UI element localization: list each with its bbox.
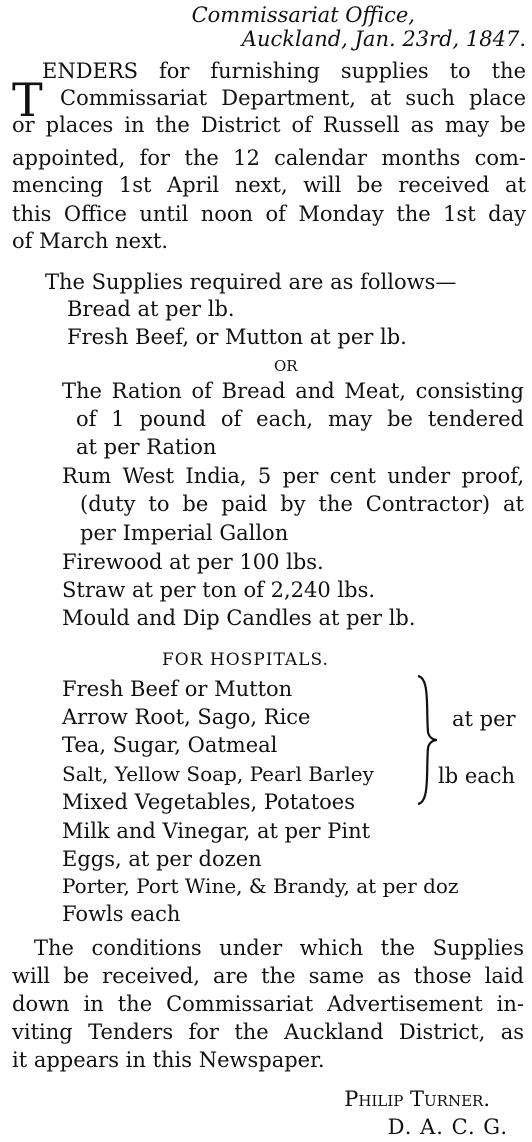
supply-item: Bread at per lb. [67,297,235,321]
hospital-item: Fowls each [62,902,181,926]
hospital-item: Salt, Yellow Soap, Pearl Barley [62,762,374,786]
signature-title: D. A. C. G. [387,1115,508,1139]
conditions-line-4: viting Tenders for the Auckland District, as [12,1020,524,1044]
intro-line-4: appointed, for the 12 calendar months com- [12,146,526,170]
intro-line-6: this Office until noon of Monday the 1st day [12,202,526,226]
supply-item: (duty to be paid by the Contractor) at [80,492,524,516]
supply-item: Mould and Dip Candles at per lb. [62,606,416,630]
supply-item: Firewood at per 100 lbs. [62,550,324,574]
hospital-item: Milk and Vinegar, at per Pint [62,819,371,843]
supply-item: The Ration of Bread and Meat, consisting [62,379,524,403]
intro-line-3: or places in the District of Russell as may be [12,113,526,137]
hospital-item: Arrow Root, Sago, Rice [62,705,311,729]
hospitals-heading: FOR HOSPITALS. [162,650,329,670]
intro-line-2: Commissariat Department, at such place [60,86,526,110]
brace-label-at-per: at per [452,707,516,731]
conditions-line-1: The conditions under which the Supplies [34,936,524,960]
hospital-item: Tea, Sugar, Oatmeal [62,733,278,757]
intro-line-1: ENDERS for furnishing supplies to the [42,59,526,83]
conditions-line-2: will be received, are the same as those laid [12,964,524,988]
hospital-item: Eggs, at per dozen [62,847,262,871]
right-brace-icon [414,670,440,810]
supply-item: per Imperial Gallon [80,521,289,545]
hospital-item: Mixed Vegetables, Potatoes [62,790,355,814]
conditions-line-5: it appears in this Newspaper. [12,1048,325,1072]
signature-name: Philip Turner. [344,1087,490,1111]
header-date: Auckland, Jan. 23rd, 1847. [241,27,526,51]
supply-item: Straw at per ton of 2,240 lbs. [62,578,376,602]
header-office: Commissariat Office, [191,3,415,27]
hospital-item: Porter, Port Wine, & Brandy, at per doz [62,874,459,898]
intro-line-7: of March next. [12,229,169,253]
brace-label-lb-each: lb each [438,764,516,788]
conditions-line-3: down in the Commissariat Advertisement in- [12,992,524,1016]
supply-item: of 1 pound of each, may be tendered [76,407,524,431]
supply-item-or: OR [274,357,298,375]
supply-item: Rum West India, 5 per cent under proof, [62,464,524,488]
hospital-item: Fresh Beef or Mutton [62,677,293,701]
supplies-heading: The Supplies required are as follows— [45,270,457,294]
intro-line-5: mencing 1st April next, will be received at [12,173,526,197]
supply-item: Fresh Beef, or Mutton at per lb. [67,325,407,349]
drop-cap: T [12,73,43,127]
supply-item: at per Ration [76,435,217,459]
